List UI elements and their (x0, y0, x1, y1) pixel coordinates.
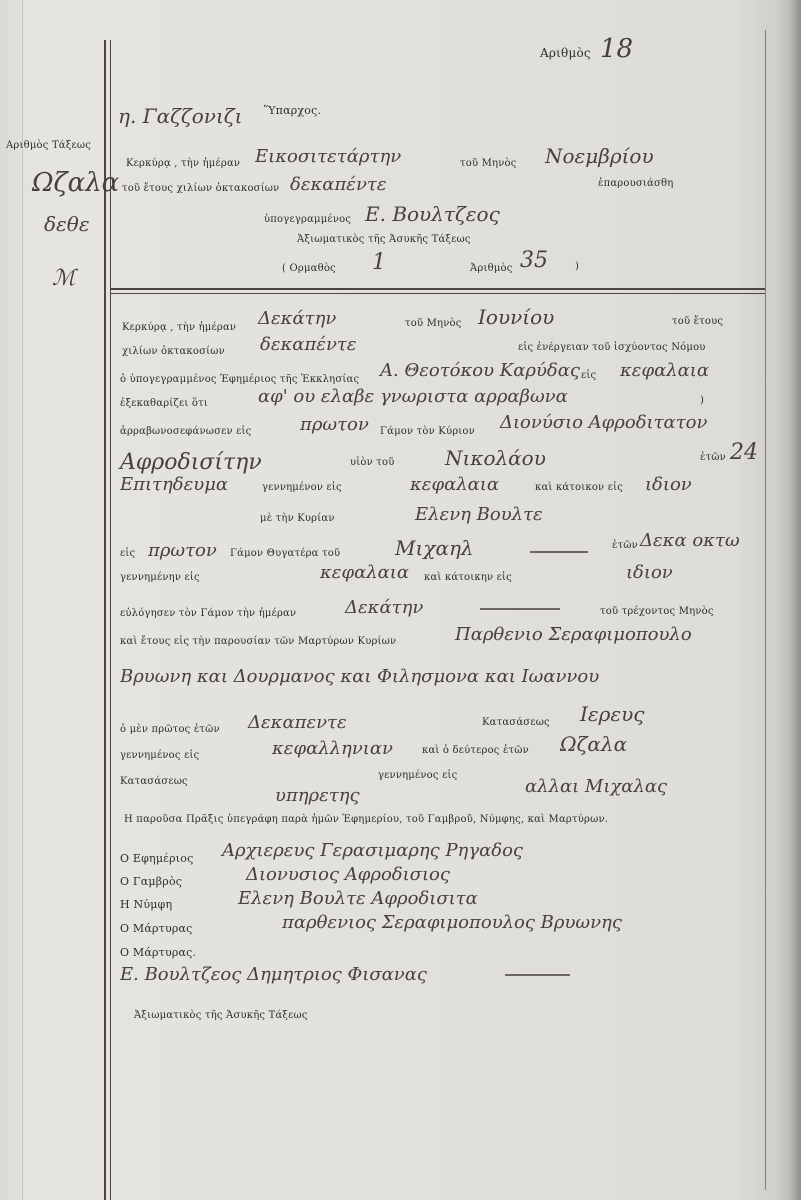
act-betrothed-label: ἀρραβωνοσεφάνωσεν εἰς (120, 426, 252, 437)
act-second-age-ms: Ωζαλα (560, 732, 628, 756)
act-second-born-ms: αλλαι Μιχαλας (525, 776, 668, 797)
act-witnesses-label: καὶ ἔτους εἰς τὴν παρουσίαν τῶν Μαρτύρων Κυρίων (120, 636, 397, 647)
act-age-label: ἐτῶν (700, 452, 726, 463)
sig-w1-ms: παρθενιος Σεραφιμοπουλος Βρυωνης (282, 912, 622, 933)
number-label: Αριθμὸς (540, 46, 591, 60)
act-son-label: υἱὸν τοῦ (350, 457, 395, 468)
act-day-ms: Δεκάτην (258, 308, 337, 329)
final-sig-ms: Ε. Βουλτζεος Δημητριος Φισανας (120, 964, 427, 985)
margin-rule-thin (110, 40, 111, 1200)
act-profession-ms: Επιτηδευμα (120, 474, 229, 495)
signed-statement: Η παροῦσα Πρᾶξις ὑπεγράφη παρὰ ἡμῶν Ἐφημερίου, τοῦ Γαμβροῦ, Νύμφης, καὶ Μαρτύρων. (124, 814, 609, 825)
ms-dash-2 (480, 608, 560, 610)
act-eis-label-2: εἰς (120, 548, 136, 559)
ormathos-label: ( Ορμαθὸς (282, 263, 336, 274)
act-blessed-day-ms: Δεκάτην (345, 597, 424, 618)
act-bride-ms: Ελενη Βουλτε (415, 504, 543, 525)
margin-ms-3: ℳ (52, 266, 76, 291)
sig-w2-label: Ο Μάρτυρας. (120, 946, 197, 959)
margin-ms-2: δεθε (44, 212, 90, 236)
number-ms: 18 (600, 34, 634, 64)
act-current-month-label: τοῦ τρέχοντος Μηνὸς (600, 606, 714, 617)
act-first-age-ms: Δεκαπεντε (248, 712, 347, 733)
act-clarify-ms: αφ' ου ελαβε γνωριστα αρραβωνα (258, 386, 568, 407)
year-ms: δεκαπέντε (290, 174, 387, 195)
act-place-label: Κερκύρᾳ , τὴν ἡμέραν (122, 322, 237, 333)
act-paren-close: ) (700, 395, 705, 406)
act-bride-resident-ms: ιδιον (626, 562, 673, 583)
act-first-condition-ms: Ιερευς (580, 702, 645, 726)
act-eis-label: εἰς (581, 370, 597, 381)
act-groom-surname-ms: Αφροδισίτην (120, 450, 262, 475)
appeared-label: ἐπαρουσιάσθη (598, 178, 674, 189)
act-bride-age-ms: Δεκα οκτω (640, 530, 740, 551)
act-father-ms: Νικολάου (445, 446, 546, 470)
act-second-born-label: γεννημένος εἰς (378, 770, 458, 781)
act-first-born-label: γεννημένος εἰς (120, 750, 200, 761)
section-rule (110, 288, 765, 290)
act-law-label: εἰς ἐνέργειαν τοῦ ἰσχύοντος Νόμου (518, 342, 706, 353)
official-label: Ὕπαρχος. (264, 104, 322, 117)
act-first-born-ms: κεφαλληνιαν (272, 738, 393, 759)
act-clarify-label: ἐξεκαθαρίζει ὅτι (120, 398, 209, 409)
act-first-label: ὁ μὲν πρῶτος ἐτῶν (120, 724, 220, 735)
act-age-ms: 24 (730, 440, 758, 465)
act-bride-resident-label: καὶ κάτοικην εἰς (424, 572, 512, 583)
close-paren: ) (575, 261, 580, 272)
margin-header: Αριθμὸς Τάξεως (6, 140, 92, 151)
right-rule (765, 30, 766, 1190)
act-marriage-label: Γάμον τὸν Κύριον (380, 426, 475, 437)
arith-label: Ἀριθμὸς (470, 263, 513, 274)
act-condition-label: Κατασάσεως (482, 717, 550, 728)
act-bride-born-ms: κεφαλαια (320, 562, 409, 583)
act-church-ms: Α. Θεοτόκου Καρύδας (380, 360, 580, 381)
sig-groom-ms: Διονυσιος Αφροδισιος (246, 864, 450, 885)
signed-label: ὑπογεγραμμένος (264, 214, 352, 225)
act-blessed-label: εὐλόγησεν τὸν Γάμον τὴν ἡμέραν (120, 608, 297, 619)
margin-ms-1: Ωζαλα (32, 168, 120, 198)
act-priest-label: ὁ ὑπογεγραμμένος Ἐφημέριος τῆς Ἐκκλησίας (120, 374, 360, 385)
month-label: τοῦ Μηνὸς (460, 158, 517, 169)
act-second-condition-ms: υπηρετης (275, 785, 360, 806)
day-ms: Εικοσιτετάρτην (255, 146, 402, 167)
month-ms: Νοεμβρίου (545, 144, 654, 168)
act-marriage-ms: πρωτον (300, 414, 369, 435)
act-second-label: καὶ ὁ δεύτερος ἐτῶν (422, 745, 529, 756)
sig-bride-label: Η Νύμφη (120, 898, 173, 911)
act-with-label: μὲ τὴν Κυρίαν (260, 513, 335, 524)
official-ms: η. Γαζζονιζι (118, 104, 243, 128)
binding-edge (773, 0, 801, 1200)
section-rule-thin (110, 293, 765, 294)
sig-w1-label: Ο Μάρτυρας (120, 922, 193, 935)
act-resident-label: καὶ κάτοικον εἰς (535, 482, 624, 493)
act-second-condition-label: Κατασάσεως (120, 776, 188, 787)
ormathos-ms: 1 (372, 250, 386, 275)
act-month-ms: Ιουνίου (478, 305, 555, 329)
act-bride-age-label: ἐτῶν (612, 540, 638, 551)
page-fold (22, 0, 23, 1200)
act-thousands-label: χιλίων ὀκτακοσίων (122, 346, 225, 357)
arith-ms: 35 (520, 248, 548, 273)
act-bride-father-ms: Μιχαηλ (395, 536, 474, 560)
act-born-label: γεννημένον εἰς (262, 482, 342, 493)
act-year-label: τοῦ ἔτους (672, 316, 724, 327)
signed-ms: Ε. Βουλτζεος (365, 202, 500, 226)
sig-priest-label: Ο Εφημέριος (120, 852, 194, 865)
year-label: τοῦ ἔτους χιλίων ὀκτακοσίων (122, 183, 280, 194)
act-month-label: τοῦ Μηνὸς (405, 318, 462, 329)
ms-dash-3 (505, 974, 570, 976)
act-resident-ms: ιδιον (645, 474, 692, 495)
act-groom-ms: Διονύσιο Αφροδιτατον (500, 412, 708, 433)
act-born-ms: κεφαλαια (410, 474, 499, 495)
sig-bride-ms: Ελενη Βουλτε Αφροδισιτα (238, 888, 478, 909)
margin-rule (104, 40, 106, 1200)
act-bride-marriage-ms: πρωτον (148, 540, 217, 561)
act-church-place-ms: κεφαλαια (620, 360, 709, 381)
officer-label: Ἀξιωματικὸς τῆς Ἀσυκῆς Τάξεως (297, 234, 471, 245)
act-daughter-label: Γάμον Θυγατέρα τοῦ (230, 548, 341, 559)
sig-priest-ms: Αρχιερευς Γερασιμαρης Ρηγαδος (222, 840, 524, 861)
sig-groom-label: Ο Γαμβρὸς (120, 875, 183, 888)
act-witness-line2-ms: Βρυωνη και Δουρμανος και Φιλησμονα και Ιωαννου (120, 666, 600, 687)
act-witness-line1-ms: Παρθενιο Σεραφιμοπουλο (455, 624, 692, 645)
officer-footer: Ἀξιωματικὸς τῆς Ἀσυκῆς Τάξεως (134, 1010, 308, 1021)
act-year-ms: δεκαπέντε (260, 334, 357, 355)
ms-dash (530, 551, 588, 553)
place-date-label: Κερκύρᾳ , τὴν ἡμέραν (126, 158, 241, 169)
act-bride-born-label: γεννημένην εἰς (120, 572, 200, 583)
